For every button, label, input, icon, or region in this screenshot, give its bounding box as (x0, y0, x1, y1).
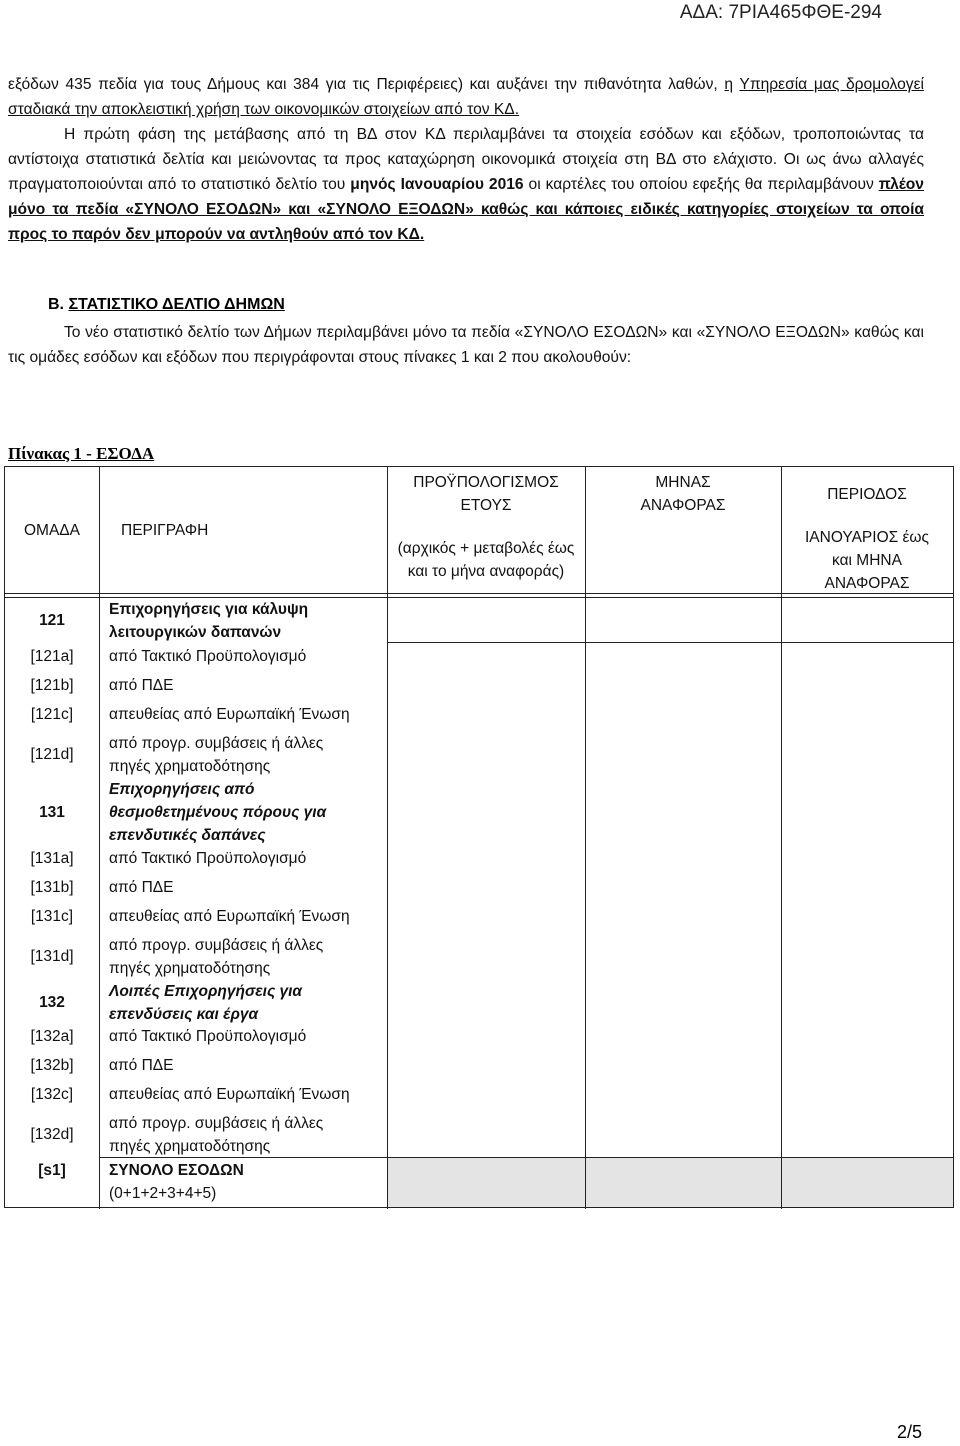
row-code: 121 (39, 612, 65, 629)
header-group: ΟΜΑΔΑ (24, 522, 80, 539)
row-description: από Τακτικό Προϋπολογισμό (109, 1028, 307, 1045)
row-code: 131 (39, 804, 65, 821)
row-description: από Τακτικό Προϋπολογισμό (109, 648, 307, 665)
section-title: Β. ΣΤΑΤΙΣΤΙΚΟ ΔΕΛΤΙΟ ΔΗΜΩΝ (48, 296, 285, 313)
header-period: ΠΕΡΙΟΔΟΣ ΙΑΝΟΥΑΡΙΟΣ έως και ΜΗΝΑ ΑΝΑΦΟΡΑΣ (805, 486, 929, 592)
row-description: από προγρ. συμβάσεις ή άλλες πηγές χρηματοδότησης (109, 1115, 324, 1155)
row-code: [132a] (30, 1028, 74, 1045)
row-description: απευθείας από Ευρωπαϊκή Ένωση (109, 1086, 350, 1103)
row-code: [132b] (30, 1057, 74, 1074)
row-description: απευθείας από Ευρωπαϊκή Ένωση (109, 706, 350, 723)
ada-header: ΑΔΑ: 7ΡΙΑ465ΦΘΕ-294 (679, 2, 882, 23)
row-code: 132 (39, 994, 65, 1011)
phase-text2: οι καρτέλες του οποίου εφεξής θα περιλαμβάνουν (523, 176, 879, 193)
intro-line1-underlined: η (724, 76, 734, 93)
header-description: ΠΕΡΙΓΡΑΦΗ (121, 522, 209, 539)
row-description: απευθείας από Ευρωπαϊκή Ένωση (109, 908, 350, 925)
row-description: Επιχορηγήσεις για κάλυψη λειτουργικών δαπανών (109, 601, 309, 641)
row-description: Λοιπές Επιχορηγήσεις για επενδύσεις και έργα (109, 983, 303, 1023)
row-code-total: [s1] (38, 1162, 66, 1179)
row-description: από ΠΔΕ (109, 677, 174, 694)
row-code: [121d] (30, 746, 74, 763)
revenue-table (4, 466, 954, 1208)
row-description: από Τακτικό Προϋπολογισμό (109, 850, 307, 867)
row-code: [131a] (30, 850, 74, 867)
row-code: [131c] (30, 908, 74, 925)
header-month: ΜΗΝΑΣ ΑΝΑΦΟΡΑΣ (640, 474, 726, 514)
row-code: [132c] (30, 1086, 74, 1103)
intro-paragraph (8, 72, 924, 247)
row-code: [121c] (30, 706, 74, 723)
intro-line2-underlined: Υπηρεσία μας δρομολογεί σταδιακά την αποκλειστική χρήση των οικονομικών στοιχείων από τον ΚΔ. (8, 76, 924, 118)
row-code: [131b] (30, 879, 74, 896)
intro-line1: εξόδων 435 πεδία για τους Δήμους και 384 για τις Περιφέρειες) και αυξάνει την πιθανότητα λαθών, (8, 76, 725, 93)
row-code: [131d] (30, 948, 74, 965)
header-budget: ΠΡΟΫΠΟΛΟΓΙΣΜΟΣ ΕΤΟΥΣ (αρχικός + μεταβολές έως και το μήνα αναφοράς) (397, 474, 575, 580)
section-paragraph: Το νέο στατιστικό δελτίο των Δήμων περιλαμβάνει μόνο τα πεδία «ΣΥΝΟΛΟ ΕΣΟΔΩΝ» και «ΣΥΝΟΛΟ ΕΞΟΔΩΝ» καθώς και τις ομάδες εσόδων και εξόδων που περιγράφονται στους πίνακες 1 και 2 που ακολουθούν: (8, 324, 924, 366)
row-code: [132d] (30, 1126, 74, 1143)
row-description: από προγρ. συμβάσεις ή άλλες πηγές χρηματοδότησης (109, 937, 324, 977)
row-description: Επιχορηγήσεις από θεσμοθετημένους πόρους για επενδυτικές δαπάνες (109, 781, 327, 844)
page-number: 2/5 (896, 1422, 922, 1442)
phase-bold-month: μηνός Ιανουαρίου 2016 (350, 176, 524, 193)
row-description: από ΠΔΕ (109, 1057, 174, 1074)
row-description-total: ΣΥΝΟΛΟ ΕΣΟΔΩΝ (0+1+2+3+4+5) (109, 1162, 244, 1202)
phase-text: Η πρώτη φάση της μετάβασης από τη ΒΔ στον ΚΔ περιλαμβάνει τα στοιχεία εσόδων και εξόδων, τροποποιώντας τα αντίστοιχα στατιστικά δελτία και μειώνοντας τα προς καταχώρηση οικονομικά στοιχεία στη ΒΔ στο ελάχιστο. Οι ως άνω αλλαγές πραγματοποιούνται από το στατιστικό δελτίο του (8, 126, 924, 193)
row-code: [121a] (30, 648, 74, 665)
row-description: από προγρ. συμβάσεις ή άλλες πηγές χρηματοδότησης (109, 735, 324, 775)
phase-bold-underlined: πλέον μόνο τα πεδία «ΣΥΝΟΛΟ ΕΣΟΔΩΝ» και «ΣΥΝΟΛΟ ΕΞΟΔΩΝ» καθώς και κάποιες ειδικές κατηγορίες στοιχείων τα οποία προς το παρόν δεν μπορούν να αντληθούν από τον ΚΔ. (8, 176, 924, 243)
row-code: [121b] (30, 677, 74, 694)
table-caption: Πίνακας 1 - ΕΣΟΔΑ (8, 444, 155, 463)
row-description: από ΠΔΕ (109, 879, 174, 896)
